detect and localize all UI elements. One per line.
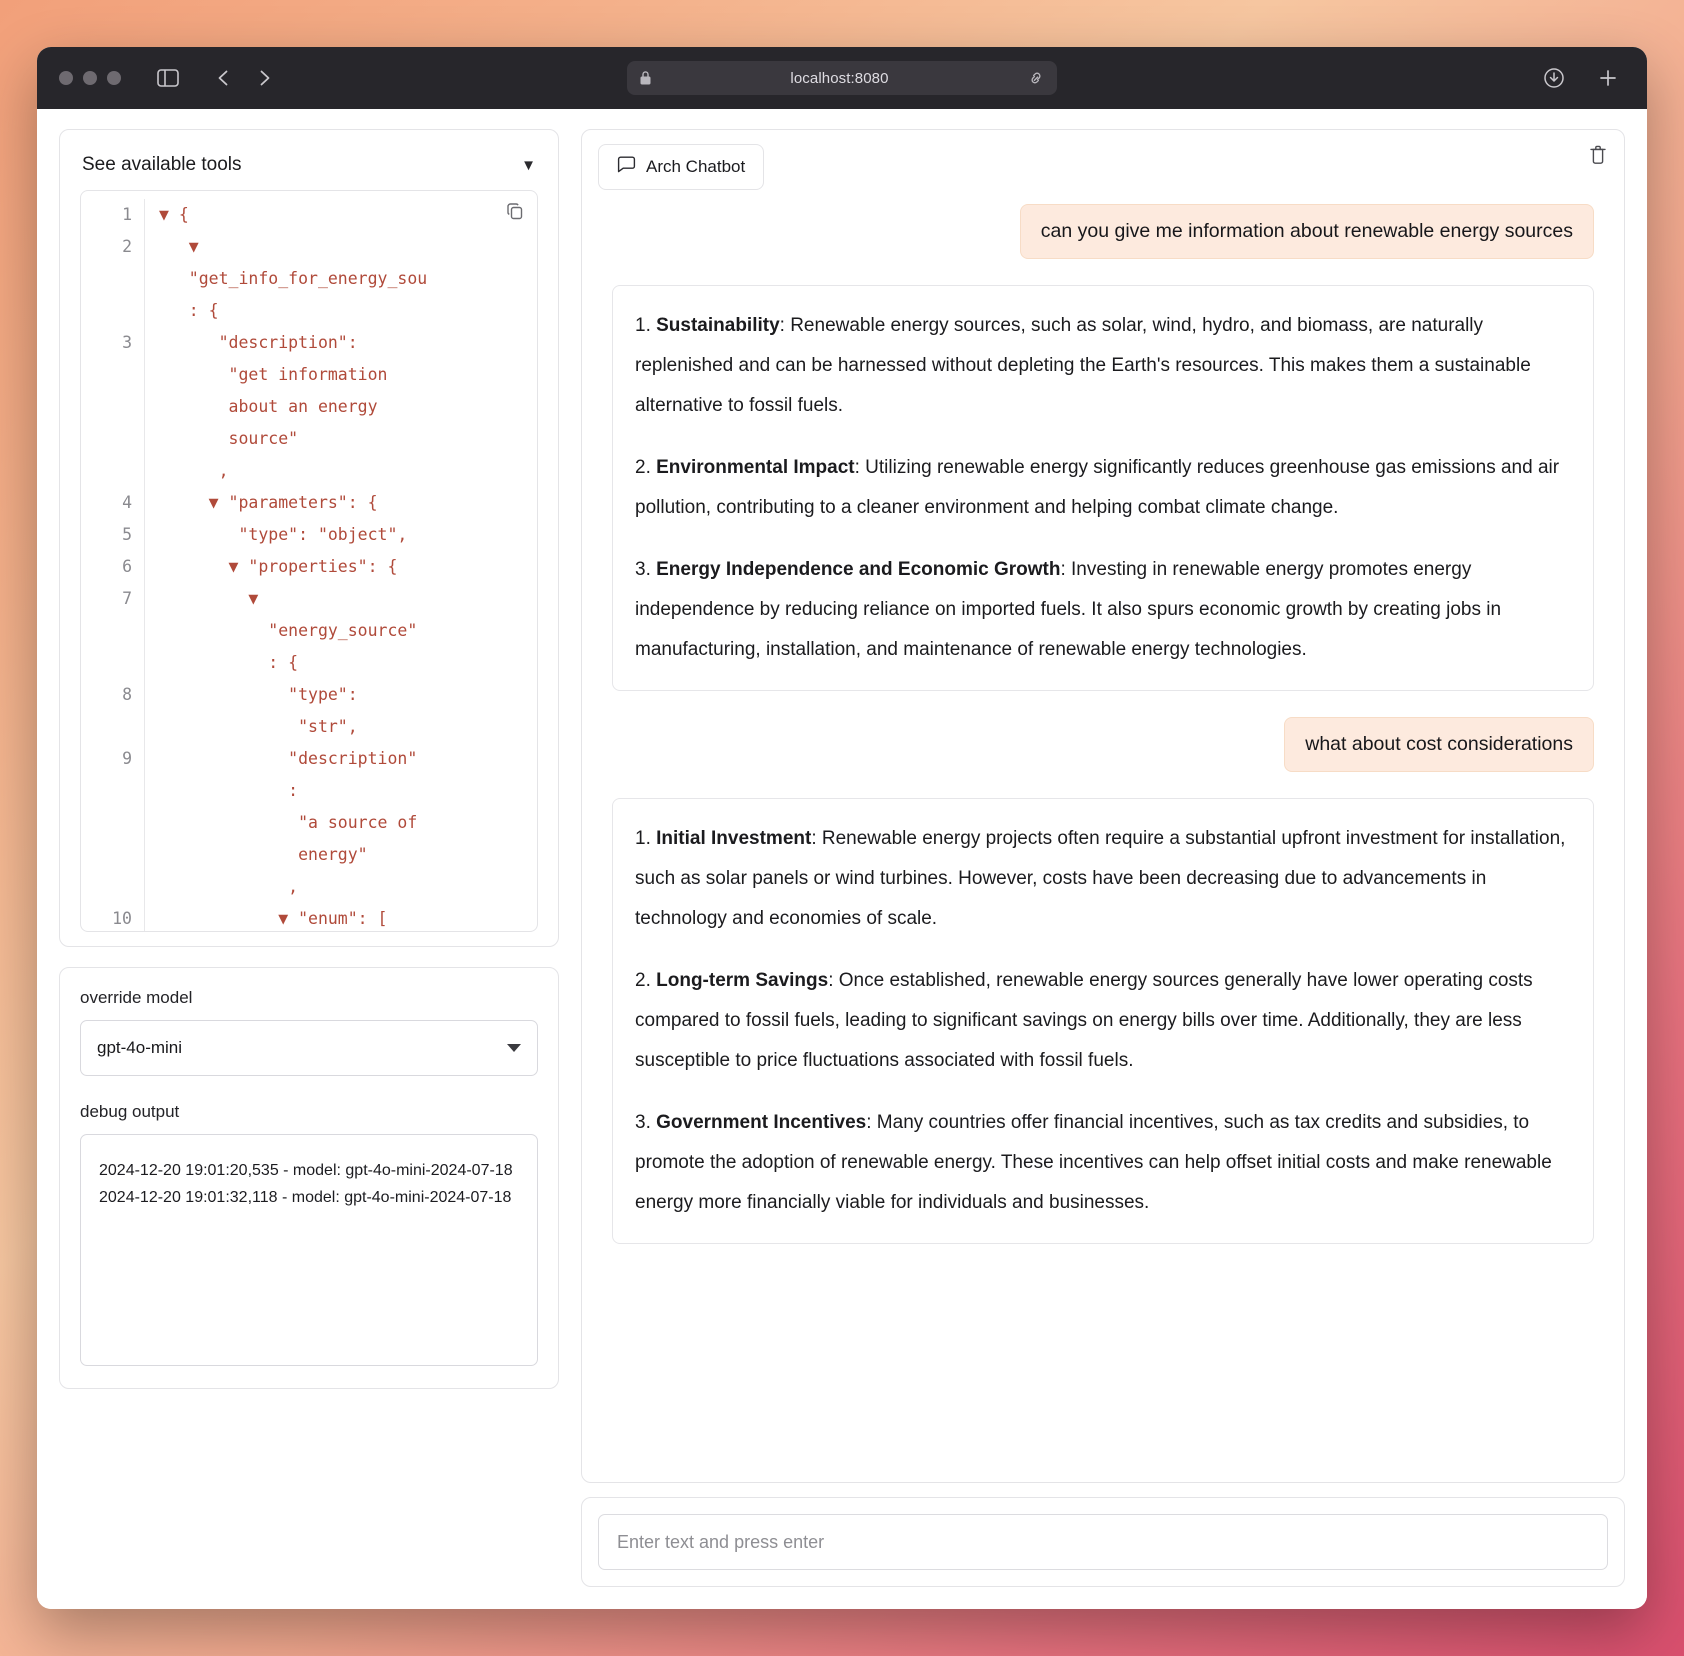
code-line-numbers xyxy=(81,199,145,931)
code-line-number: 10 xyxy=(112,909,132,928)
chat-message-assistant xyxy=(612,798,1594,1244)
code-line-number: 3 xyxy=(122,333,132,352)
code-line: ▼ "enum": [ xyxy=(159,909,388,928)
code-line: : xyxy=(159,781,299,800)
chat-composer xyxy=(581,1497,1625,1587)
code-line: : { xyxy=(159,301,219,320)
code-line-number xyxy=(81,423,132,455)
code-line: "a source of xyxy=(159,813,418,832)
assistant-paragraph: 3. Government Incentives: Many countries offer financial incentives, such as tax credits and subsidies, to promote the adoption of renewable energy. These incentives can help offset initial costs and make renewable energy more financially viable for individuals and businesses. xyxy=(635,1112,1552,1213)
assistant-paragraph: 2. Long-term Savings: Once established, renewable energy sources generally have lower operating costs compared to fossil fuels, leading to significant savings on energy bills over time. Additionally, they are less susceptible to price fluctuations associated with fossil fuels. xyxy=(635,970,1533,1071)
code-line-number xyxy=(81,647,132,679)
plus-icon[interactable] xyxy=(1591,61,1625,95)
trash-icon[interactable] xyxy=(1588,144,1608,171)
debug-output-box[interactable] xyxy=(80,1134,538,1366)
code-line: , xyxy=(159,461,229,480)
code-line-number xyxy=(81,391,132,423)
page-content xyxy=(37,109,1647,1609)
url-text: localhost:8080 xyxy=(790,69,889,87)
code-line-number: 4 xyxy=(122,493,132,512)
lock-icon xyxy=(639,70,652,86)
copy-icon[interactable] xyxy=(505,201,525,226)
available-tools-panel xyxy=(59,129,559,947)
browser-window xyxy=(37,47,1647,1609)
chat-input[interactable] xyxy=(598,1514,1608,1570)
code-line-number xyxy=(81,615,132,647)
code-line: source" xyxy=(159,429,299,448)
debug-output-line: 2024-12-20 19:01:32,118 - model: gpt-4o-mini-2024-07-18 xyxy=(99,1189,512,1206)
chat-bubble-icon xyxy=(617,156,636,178)
code-line-number: 5 xyxy=(122,525,132,544)
chevron-down-icon[interactable]: ▼ xyxy=(521,156,536,174)
code-line: "description": xyxy=(159,333,358,352)
code-line-number: 6 xyxy=(122,557,132,576)
download-icon[interactable] xyxy=(1537,61,1571,95)
close-window-button[interactable] xyxy=(59,71,73,85)
tools-json-scroll[interactable] xyxy=(81,191,537,931)
code-line-number xyxy=(81,263,132,295)
code-line: ▼ xyxy=(159,237,199,256)
code-line: ▼ xyxy=(159,589,259,608)
code-content xyxy=(145,199,537,931)
code-line-number: 9 xyxy=(122,749,132,768)
code-line-number xyxy=(81,871,132,903)
model-settings-panel xyxy=(59,967,559,1389)
chevron-down-icon[interactable] xyxy=(507,1044,521,1052)
code-line-number xyxy=(81,359,132,391)
code-line-number: 8 xyxy=(122,685,132,704)
override-model-select[interactable] xyxy=(80,1020,538,1076)
chat-panel xyxy=(581,129,1625,1483)
code-line: "type": "object", xyxy=(159,525,408,544)
tab-arch-chatbot[interactable] xyxy=(598,144,764,190)
code-line: ▼ { xyxy=(159,205,189,224)
back-arrow-icon[interactable] xyxy=(207,61,241,95)
left-sidebar xyxy=(59,129,559,1587)
code-line-number xyxy=(81,455,132,487)
address-bar-container[interactable] xyxy=(627,61,1057,95)
chat-message-assistant xyxy=(612,285,1594,691)
code-line-number: 7 xyxy=(122,589,132,608)
tab-label: Arch Chatbot xyxy=(646,157,746,176)
code-line: "type": xyxy=(159,685,358,704)
titlebar-right-actions[interactable] xyxy=(1537,61,1625,95)
tools-json-viewer[interactable] xyxy=(80,190,538,932)
code-line: "energy_source" xyxy=(159,621,418,640)
code-line-number xyxy=(81,295,132,327)
override-model-label: override model xyxy=(80,988,193,1007)
available-tools-title: See available tools xyxy=(82,154,242,175)
assistant-paragraph: 2. Environmental Impact: Utilizing renewable energy significantly reduces greenhouse gas emissions and air pollution, contributing to a cleaner environment and helping combat climate change. xyxy=(635,457,1560,518)
browser-titlebar xyxy=(37,47,1647,109)
code-line: ▼ "parameters": { xyxy=(159,493,378,512)
code-line: ▼ "properties": { xyxy=(159,557,398,576)
minimize-window-button[interactable] xyxy=(83,71,97,85)
code-line-number: 2 xyxy=(122,237,132,256)
debug-output-label: debug output xyxy=(80,1102,180,1121)
code-line: "str", xyxy=(159,717,358,736)
window-controls[interactable] xyxy=(59,71,121,85)
code-line: energy" xyxy=(159,845,368,864)
link-icon[interactable] xyxy=(1027,70,1045,86)
code-line: , xyxy=(159,877,299,896)
assistant-paragraph: 3. Energy Independence and Economic Growth: Investing in renewable energy promotes energy independence by reducing reliance on imported fuels. It also spurs economic growth by creating jobs in manufacturing, installation, and maintenance of renewable energy technologies. xyxy=(635,559,1502,660)
code-line: about an energy xyxy=(159,397,378,416)
code-line: "get information xyxy=(159,365,388,384)
assistant-paragraph: 1. Sustainability: Renewable energy sources, such as solar, wind, hydro, and biomass, are naturally replenished and can be harnessed without depleting the Earth's resources. This makes them a sustainable alternative to fossil fuels. xyxy=(635,315,1531,416)
chat-message-user: what about cost considerations xyxy=(1284,717,1594,772)
maximize-window-button[interactable] xyxy=(107,71,121,85)
code-line: "description" xyxy=(159,749,418,768)
chat-column xyxy=(581,129,1625,1587)
available-tools-header[interactable] xyxy=(80,150,538,190)
code-line-number: 1 xyxy=(122,205,132,224)
override-model-value: gpt-4o-mini xyxy=(97,1038,183,1057)
chat-message-user: can you give me information about renewable energy sources xyxy=(1020,204,1594,259)
code-line-number xyxy=(81,807,132,839)
code-line-number xyxy=(81,711,132,743)
sidebar-toggle-icon[interactable] xyxy=(151,61,185,95)
debug-output-line: 2024-12-20 19:01:20,535 - model: gpt-4o-mini-2024-07-18 xyxy=(99,1162,513,1179)
code-line-number xyxy=(81,775,132,807)
code-line: : { xyxy=(159,653,299,672)
chat-header xyxy=(582,130,1624,190)
forward-arrow-icon[interactable] xyxy=(247,61,281,95)
code-line-number xyxy=(81,839,132,871)
chat-messages[interactable] xyxy=(582,190,1624,1482)
nav-buttons[interactable] xyxy=(207,61,281,95)
code-line: "get_info_for_energy_sou xyxy=(159,269,428,288)
assistant-paragraph: 1. Initial Investment: Renewable energy projects often require a substantial upfront investment for installation, such as solar panels or wind turbines. However, costs have been decreasing due to advancements in technology and economies of scale. xyxy=(635,828,1566,929)
address-bar[interactable] xyxy=(627,61,1057,95)
